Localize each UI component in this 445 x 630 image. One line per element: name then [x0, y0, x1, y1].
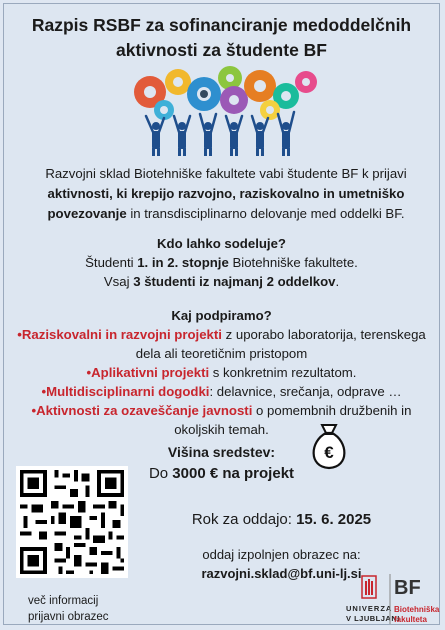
svg-text:UNIVERZA: UNIVERZA [346, 604, 393, 613]
funding-amount: Do 3000 € na projekt [148, 465, 295, 482]
svg-text:BF: BF [394, 577, 421, 599]
deadline: Rok za oddajo: 15. 6. 2025 [191, 511, 372, 528]
support-item-1-cont: dela ali teoretičnim pristopom [135, 346, 308, 361]
application-form-link[interactable]: prijavni obrazec [28, 611, 109, 623]
university-crest-icon [362, 576, 376, 598]
gears-people-illustration-icon [120, 64, 330, 156]
more-info-link[interactable]: več informacij [28, 595, 99, 607]
submit-email-link[interactable]: razvojni.sklad@bf.uni-lj.si [201, 566, 362, 581]
flyer-page [3, 3, 440, 625]
funding-heading: Višina sredstev: [167, 444, 276, 460]
svg-text:V LJUBLJANI: V LJUBLJANI [346, 614, 400, 623]
intro-paragraph: Razvojni sklad Biotehniške fakultete vabi študente BF k prijavi aktivnosti, ki krepijo razvojno, raziskovalno in umetniško povezovanje in transdisciplinarno delovanje med oddelki BF. [45, 166, 407, 221]
who-line-2: Vsaj 3 študenti iz najmanj 2 oddelkov. [103, 274, 340, 289]
submit-label: oddaj izpolnjen obrazec na: [202, 547, 361, 562]
support-section [4, 306, 439, 439]
who-heading: Kdo lahko sodeluje? [157, 236, 286, 251]
qr-code-icon[interactable] [16, 466, 128, 578]
qr-caption [28, 593, 109, 625]
support-item-3: •Multidisciplinarni dogodki: delavnice, srečanja, odprave … [41, 384, 402, 399]
svg-text:Biotehniška: Biotehniška [394, 605, 440, 614]
support-item-4: •Aktivnosti za ozaveščanje javnosti o pomembnih družbenih in [31, 403, 412, 418]
support-item-4-cont: okoljskih temah. [174, 422, 269, 437]
support-heading: Kaj podpiramo? [171, 308, 272, 323]
support-item-1: •Raziskovalni in razvojni projekti z uporabo laboratorija, terenskega [17, 327, 426, 342]
support-item-2: •Aplikativni projekti s konkretnim rezultatom. [86, 365, 357, 380]
svg-text:fakulteta: fakulteta [394, 615, 427, 624]
flyer-title: Razpis RSBF za sofinanciranje medoddelčnih aktivnosti za študente BF [31, 15, 412, 60]
gears-group [134, 66, 317, 120]
svg-text:€: € [324, 443, 334, 462]
university-logo [316, 570, 440, 626]
who-line-1: Študenti 1. in 2. stopnje Biotehniške fakultete. [85, 255, 358, 270]
who-section [4, 234, 439, 291]
money-bag-icon [306, 419, 352, 471]
